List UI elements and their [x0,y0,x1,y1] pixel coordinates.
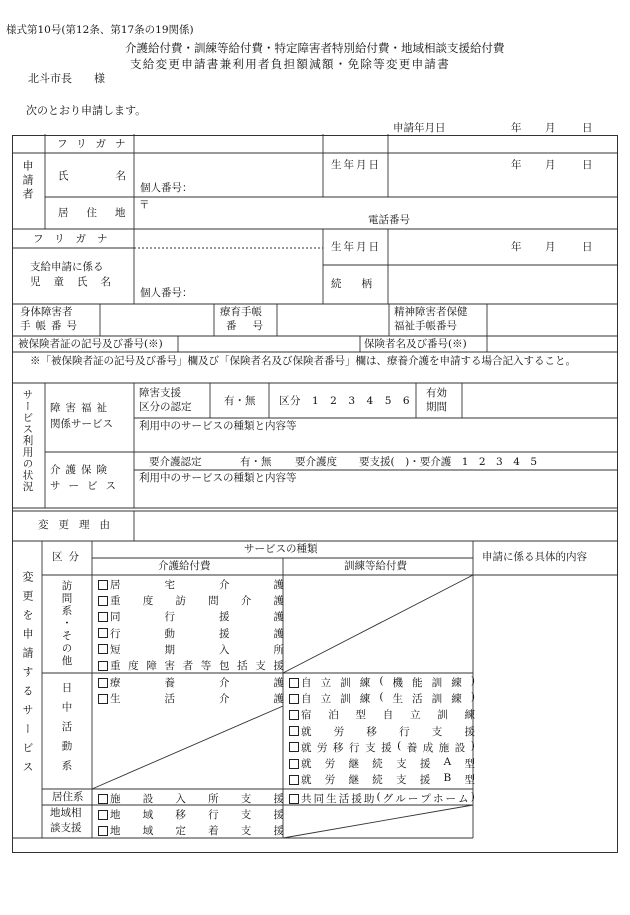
residential-category-label: 居住系 [52,791,84,803]
daytime-category-label: 日中活動系 [60,682,73,780]
checkbox-label: 自 立 訓 練 ( 機 能 訓 練 ) [301,675,475,689]
visiting-service-option[interactable] [98,609,284,624]
changes-section-label: 変更を申請するサービス [21,571,34,780]
application-date-label: 申請年月日 [393,122,446,134]
community-support-option[interactable] [98,823,284,838]
checkbox-label: 施 設 入 所 支 援 [110,793,284,805]
applicant-individual-number-label: 個人番号： [140,182,193,194]
application-year: 年 [511,122,522,134]
checkbox-label: 療 養 介 護 [110,677,284,689]
checkbox-label: 重 度 訪 問 介 護 [110,595,284,608]
mental-handbook-label-2: 福祉手帳番号 [394,320,457,332]
daytime-care-option[interactable] [98,691,284,706]
checkbox-square[interactable] [98,596,108,606]
applicant-birth-label: 生年月日 [331,159,381,171]
daytime-training-option[interactable] [289,707,475,722]
daytime-training-option[interactable] [289,724,475,739]
visiting-service-option[interactable] [98,577,284,592]
applicant-name-label: 氏名 [58,170,173,182]
checkbox-square[interactable] [289,710,299,720]
residential-care-option[interactable] [98,791,284,806]
daytime-care-option[interactable] [98,675,284,690]
application-day: 日 [582,122,593,134]
physical-handbook-label-2: 手帳番号 [20,320,82,332]
community-category-label-2: 談支援 [50,822,82,834]
insured-number-label: 被保険者証の記号及び番号(※) [18,338,163,350]
addressee: 北斗市長 様 [28,72,105,85]
checkbox-square[interactable] [98,794,108,804]
support-category: 区分 1 2 3 4 5 6 [279,395,411,407]
checkbox-label: 地 域 移 行 支 援 [110,809,284,821]
form-number: 様式第10号(第12条、第17条の19関係) [6,24,194,36]
care-level-label: 要介護度 [295,456,337,468]
checkbox-label: 同 行 援 護 [110,611,284,624]
child-individual-number-label: 個人番号： [140,287,193,299]
insurer-number-label: 保険者名及び番号(※) [364,338,467,350]
change-reason-label: 変更理由 [38,519,120,531]
checkbox-label: 短 期 入 所 [110,643,284,656]
visiting-service-option[interactable] [98,593,284,608]
checkbox-square[interactable] [98,826,108,836]
child-birth-month: 月 [545,241,556,253]
checkbox-square[interactable] [98,644,108,654]
child-birth-label: 生年月日 [331,241,381,253]
insurance-note: ※「被保険者証の記号及び番号」欄及び「保険者名及び保険者番号」欄は、療養介護を申請する場合記入すること。 [30,355,576,367]
valid-period-label-1: 有効 [426,387,447,399]
applicant-postal-mark: 〒 [139,199,150,211]
checkbox-label: 居 宅 介 護 [110,579,284,591]
detail-header: 申請に係る具体的内容 [482,551,587,563]
checkbox-square[interactable] [98,678,108,688]
checkbox-square[interactable] [289,759,299,769]
checkbox-label: 重 度 障 害 者 等 包 括 支 援 [110,660,284,672]
care-insurance-label-2: サービス [50,480,124,492]
daytime-training-option[interactable] [289,740,475,755]
support-cert-label-2: 区分の認定 [139,401,192,413]
applicant-section-label: 申請者 [21,160,34,202]
checkbox-square[interactable] [289,742,299,752]
checkbox-square[interactable] [289,678,299,688]
support-cert-label-1: 障害支援 [139,387,181,399]
care-benefit-header: 介護給付費 [158,560,211,572]
applicant-birth-month: 月 [545,159,556,171]
checkbox-square[interactable] [98,661,108,671]
care-certification-label: 要介護認定 [149,456,202,468]
checkbox-label: 自 立 訓 練 ( 生 活 訓 練 ) [301,691,475,706]
visiting-category-label: 訪問系・その他 [60,580,73,668]
checkbox-square[interactable] [289,726,299,736]
ryoiku-handbook-label-1: 療育手帳 [220,306,262,318]
checkbox-label: 共 同 生 活 援 助 ( グ ル ー プ ホ ー ム ) [301,791,475,805]
checkbox-label: 就 労 移 行 支 援 ( 養 成 施 設 ) [301,739,475,754]
checkbox-square[interactable] [98,694,108,704]
residential-training-option[interactable] [289,791,475,806]
training-benefit-header: 訓練等給付費 [344,560,407,572]
care-in-use-label: 利用中のサービスの種類と内容等 [139,472,297,484]
checkbox-label: 就 労 継 続 支 援 A 型 [301,756,475,770]
daytime-training-option[interactable] [289,772,475,787]
form-title-line2: 支給変更申請書兼利用者負担額減額・免除等変更申請書 [130,57,450,71]
form-title-line1: 介護給付費・訓練等給付費・特定障害者特別給付費・地域相談支援給付費 [125,41,505,55]
visiting-service-option[interactable] [98,626,284,641]
visiting-service-option[interactable] [98,658,284,673]
child-furigana-label: フリガナ [33,233,119,245]
applicant-phone-label: 電話番号 [368,214,410,226]
welfare-in-use-label: 利用中のサービスの種類と内容等 [139,420,297,432]
child-label-line1: 支給申請に係る [30,261,104,273]
visiting-service-option[interactable] [98,642,284,657]
valid-period-label-2: 期間 [426,401,447,413]
checkbox-square[interactable] [98,628,108,638]
service-status-section-label: サービス利用の状況 [21,389,34,493]
physical-handbook-label-1: 身体障害者 [20,306,73,318]
checkbox-label: 宿 泊 型 自 立 訓 練 [301,709,475,722]
applicant-birth-day: 日 [582,159,593,171]
community-category-label-1: 地域相 [50,807,82,819]
checkbox-label: 生 活 介 護 [110,693,284,706]
checkbox-square[interactable] [98,612,108,622]
daytime-training-option[interactable] [289,756,475,771]
checkbox-square[interactable] [289,794,299,804]
applicant-address-label: 居住地 [58,207,144,219]
ryoiku-handbook-label-2: 番号 [226,320,279,332]
child-birth-day: 日 [582,241,593,253]
applicant-birth-year: 年 [511,159,522,171]
checkbox-square[interactable] [98,580,108,590]
child-relation-label: 続柄 [331,278,392,290]
checkbox-label: 就 労 継 続 支 援 B 型 [301,772,475,787]
checkbox-label: 就 労 移 行 支 援 [301,725,475,738]
care-insurance-label-1: 介護保険 [50,464,112,476]
checkbox-square[interactable] [289,775,299,785]
checkbox-square[interactable] [289,694,299,704]
checkbox-square[interactable] [98,810,108,820]
daytime-training-option[interactable] [289,675,475,690]
checkbox-label: 地 域 定 着 支 援 [110,825,284,838]
service-types-header: サービスの種類 [244,543,318,555]
mental-handbook-label-1: 精神障害者保健 [394,306,468,318]
care-support-levels: 要支援( )・要介護 1 2 3 4 5 [359,456,538,468]
care-cert-yes-no: 有・無 [240,456,272,468]
welfare-service-label-2: 関係サービス [50,418,113,430]
child-label-line2: 児童氏名 [30,276,124,288]
community-support-option[interactable] [98,807,284,822]
checkbox-label: 行 動 援 護 [110,627,284,640]
support-cert-yes-no: 有・無 [224,395,256,407]
daytime-training-option[interactable] [289,691,475,706]
division-header: 区分 [52,551,85,563]
child-birth-year: 年 [511,241,522,253]
applicant-furigana-label: フリガナ [57,138,135,150]
intro-text: 次のとおり申請します。 [26,104,147,117]
application-month: 月 [545,122,556,134]
welfare-service-label-1: 障害福祉 [50,402,112,414]
